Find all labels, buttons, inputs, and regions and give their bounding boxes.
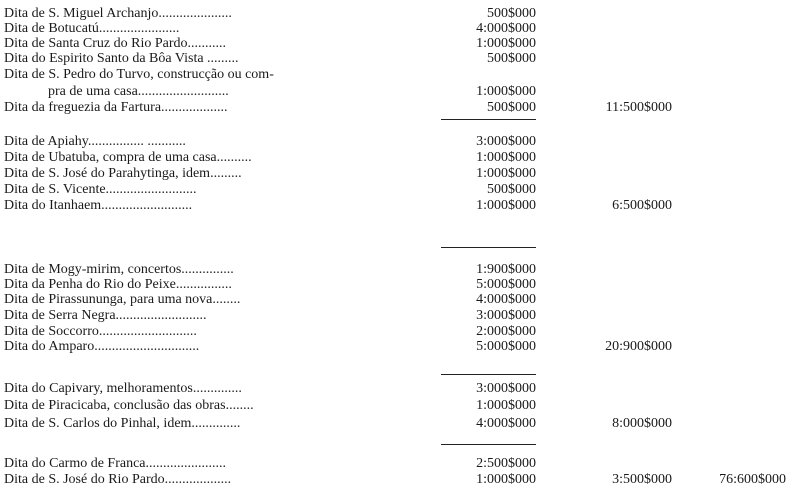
ledger-row	[0, 67, 800, 83]
row-label: Dita de S. Carlos do Pinhal, idem..............	[4, 416, 241, 431]
ledger-row	[0, 398, 800, 414]
group-subtotal: 11:500$000	[605, 100, 672, 115]
ledger-row	[0, 339, 800, 355]
ledger-row	[0, 456, 800, 472]
row-label: Dita da freguezia da Fartura...................	[4, 100, 228, 115]
ledger-row	[0, 36, 800, 52]
row-amount: 2:500$000	[476, 456, 536, 471]
row-amount: 5:000$000	[476, 277, 536, 292]
row-label: Dita de S. José do Parahytinga, idem.........	[4, 166, 242, 181]
sum-rule	[441, 374, 536, 375]
ledger-row	[0, 308, 800, 324]
grand-total: 76:600$000	[719, 472, 786, 487]
row-amount: 4:000$000	[476, 416, 536, 431]
ledger-row	[0, 262, 800, 278]
ledger-row	[0, 100, 800, 116]
row-amount: 1:900$000	[476, 262, 536, 277]
ledger-row	[0, 21, 800, 37]
group-subtotal: 20:900$000	[605, 339, 672, 354]
ledger-row	[0, 472, 800, 488]
row-label: Dita de S. Pedro do Turvo, construcção ou com-	[4, 67, 274, 82]
ledger-row	[0, 198, 800, 214]
row-amount: 500$000	[487, 51, 536, 66]
row-label: Dita de S. Miguel Archanjo.....................	[4, 6, 232, 21]
row-label: Dita de S. Vicente..........................	[4, 182, 197, 197]
group-subtotal: 8:000$000	[612, 416, 672, 431]
row-amount: 1:000$000	[476, 36, 536, 51]
row-amount: 3:000$000	[476, 134, 536, 149]
ledger-row	[0, 134, 800, 150]
row-label: Dita de Ubatuba, compra de uma casa..........	[4, 150, 252, 165]
row-amount: 5:000$000	[476, 339, 536, 354]
ledger-row	[0, 84, 800, 100]
row-amount: 1:000$000	[476, 166, 536, 181]
row-amount: 3:000$000	[476, 308, 536, 323]
group-subtotal: 6:500$000	[612, 198, 672, 213]
ledger-row	[0, 182, 800, 198]
sum-rule	[441, 444, 536, 445]
row-label: Dita do Espirito Santo da Bôa Vista .........	[4, 51, 239, 66]
row-amount: 4:000$000	[476, 292, 536, 307]
row-label: Dita de S. José do Rio Pardo...................	[4, 472, 232, 487]
row-label: Dita de Piracicaba, conclusão das obras........	[4, 398, 254, 413]
row-amount: 4:000$000	[476, 21, 536, 36]
row-amount: 1:000$000	[476, 398, 536, 413]
row-label: Dita de Serra Negra..........................	[4, 308, 207, 323]
ledger-row	[0, 166, 800, 182]
ledger-row	[0, 6, 800, 22]
ledger-row	[0, 416, 800, 432]
row-amount: 1:000$000	[476, 198, 536, 213]
row-label: Dita de Botucatú.......................	[4, 21, 180, 36]
ledger-row	[0, 51, 800, 67]
ledger-row	[0, 150, 800, 166]
row-label: Dita do Capivary, melhoramentos..............	[4, 381, 242, 396]
row-amount: 1:000$000	[476, 472, 536, 487]
sum-rule	[441, 247, 536, 248]
row-amount: 500$000	[487, 182, 536, 197]
row-label: Dita de Santa Cruz do Rio Pardo...........	[4, 36, 227, 51]
sum-rule	[441, 119, 536, 120]
row-label: Dita do Amparo..............................	[4, 339, 200, 354]
row-label: Dita de Pirassununga, para uma nova........	[4, 292, 241, 307]
row-amount: 500$000	[487, 100, 536, 115]
row-label: Dita da Penha do Rio do Peixe................	[4, 277, 232, 292]
row-label: pra de uma casa..........................	[48, 84, 229, 99]
row-label: Dita do Itanhaem..........................	[4, 198, 193, 213]
row-label: Dita de Apiahy................ ...........	[4, 134, 186, 149]
ledger-row	[0, 292, 800, 308]
row-amount: 1:000$000	[476, 150, 536, 165]
row-amount: 2:000$000	[476, 324, 536, 339]
row-label: Dita do Carmo de Franca.......................	[4, 456, 227, 471]
group-subtotal: 3:500$000	[612, 472, 672, 487]
row-label: Dita de Soccorro............................	[4, 324, 197, 339]
row-label: Dita de Mogy-mirim, concertos...............	[4, 262, 234, 277]
ledger-row	[0, 381, 800, 397]
ledger-row	[0, 277, 800, 293]
row-amount: 500$000	[487, 6, 536, 21]
row-amount: 3:000$000	[476, 381, 536, 396]
row-amount: 1:000$000	[476, 84, 536, 99]
ledger-row	[0, 324, 800, 340]
